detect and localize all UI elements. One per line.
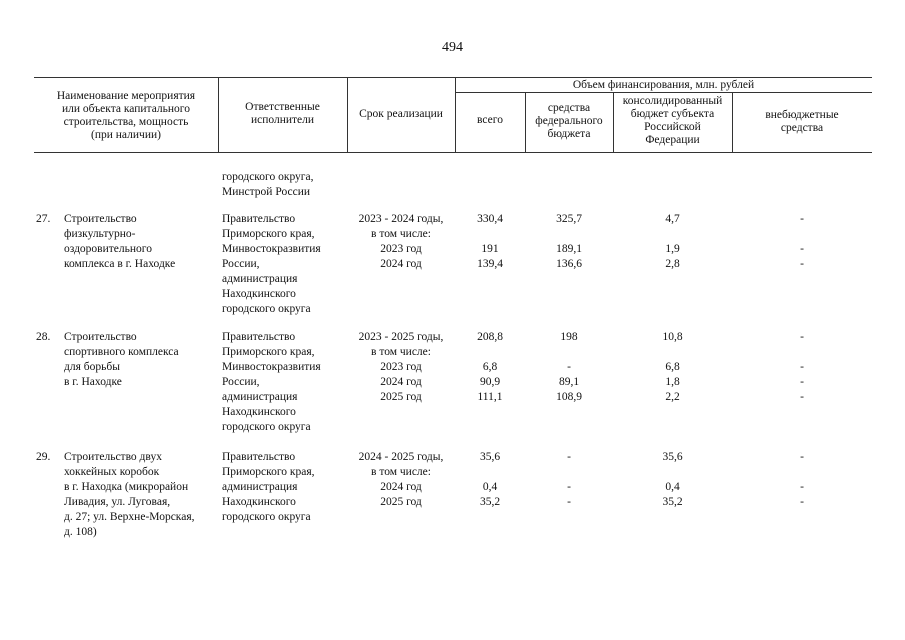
row-federal: 325,7 189,1 136,6 xyxy=(556,213,582,270)
continuation-executors: городского округа, Минстрой России xyxy=(222,171,314,198)
row-number: 27. xyxy=(36,213,51,225)
header-total: всего xyxy=(477,114,503,126)
row-name: Строительство двух хоккейных коробок в г. Находка (микрорайон Ливадия, ул. Луговая, д. 27; ул. Верхне-Морская, д. 108) xyxy=(64,451,195,538)
header-period: Срок реализации xyxy=(359,108,443,120)
row-total: 330,4 191 139,4 xyxy=(477,213,503,270)
row-extra: - - - xyxy=(800,451,804,508)
header-extra: внебюджетные средства xyxy=(765,109,839,134)
header-name: Наименование мероприятия или объекта капитального строительства, мощность (при наличии) xyxy=(56,90,196,141)
row-executors: Правительство Приморского края, Минвостокразвития России, администрация Находкинского городского округа xyxy=(222,213,321,315)
row-number: 28. xyxy=(36,331,51,343)
page-number: 494 xyxy=(442,40,463,55)
row-executors: Правительство Приморского края, администрация Находкинского городского округа xyxy=(222,451,315,523)
row-name: Строительство физкультурно- оздоровительного комплекса в г. Находке xyxy=(64,213,176,270)
header-federal: средства федерального бюджета xyxy=(535,102,603,140)
funding-sub-rule xyxy=(455,92,872,93)
row-extra: - - - xyxy=(800,213,804,270)
row-executors: Правительство Приморского края, Минвостокразвития России, администрация Находкинского городского округа xyxy=(222,331,321,433)
header-funding: Объем финансирования, млн. рублей xyxy=(572,79,755,91)
row-extra: - - - - xyxy=(800,331,804,403)
row-total: 35,6 0,4 35,2 xyxy=(479,451,501,508)
row-total: 208,8 6,8 90,9 111,1 xyxy=(477,331,503,403)
row-federal: - - - xyxy=(567,451,571,508)
row-name: Строительство спортивного комплекса для борьбы в г. Находке xyxy=(64,331,179,388)
header-regional: консолидированный бюджет субъекта Российской Федерации xyxy=(622,95,723,146)
row-regional: 10,8 6,8 1,8 2,2 xyxy=(662,331,683,403)
row-period: 2024 - 2025 годы, в том числе: 2024 год 2025 год xyxy=(358,451,444,508)
header-executors: Ответственные исполнители xyxy=(245,101,320,126)
row-period: 2023 - 2024 годы, в том числе: 2023 год 2024 год xyxy=(358,213,444,270)
row-federal: 198 - 89,1 108,9 xyxy=(556,331,582,403)
header-bottom-rule xyxy=(34,152,872,153)
row-number: 29. xyxy=(36,451,51,463)
row-regional: 4,7 1,9 2,8 xyxy=(665,213,680,270)
row-period: 2023 - 2025 годы, в том числе: 2023 год 2024 год 2025 год xyxy=(358,331,444,403)
table-top-rule xyxy=(34,77,872,78)
row-regional: 35,6 0,4 35,2 xyxy=(662,451,683,508)
